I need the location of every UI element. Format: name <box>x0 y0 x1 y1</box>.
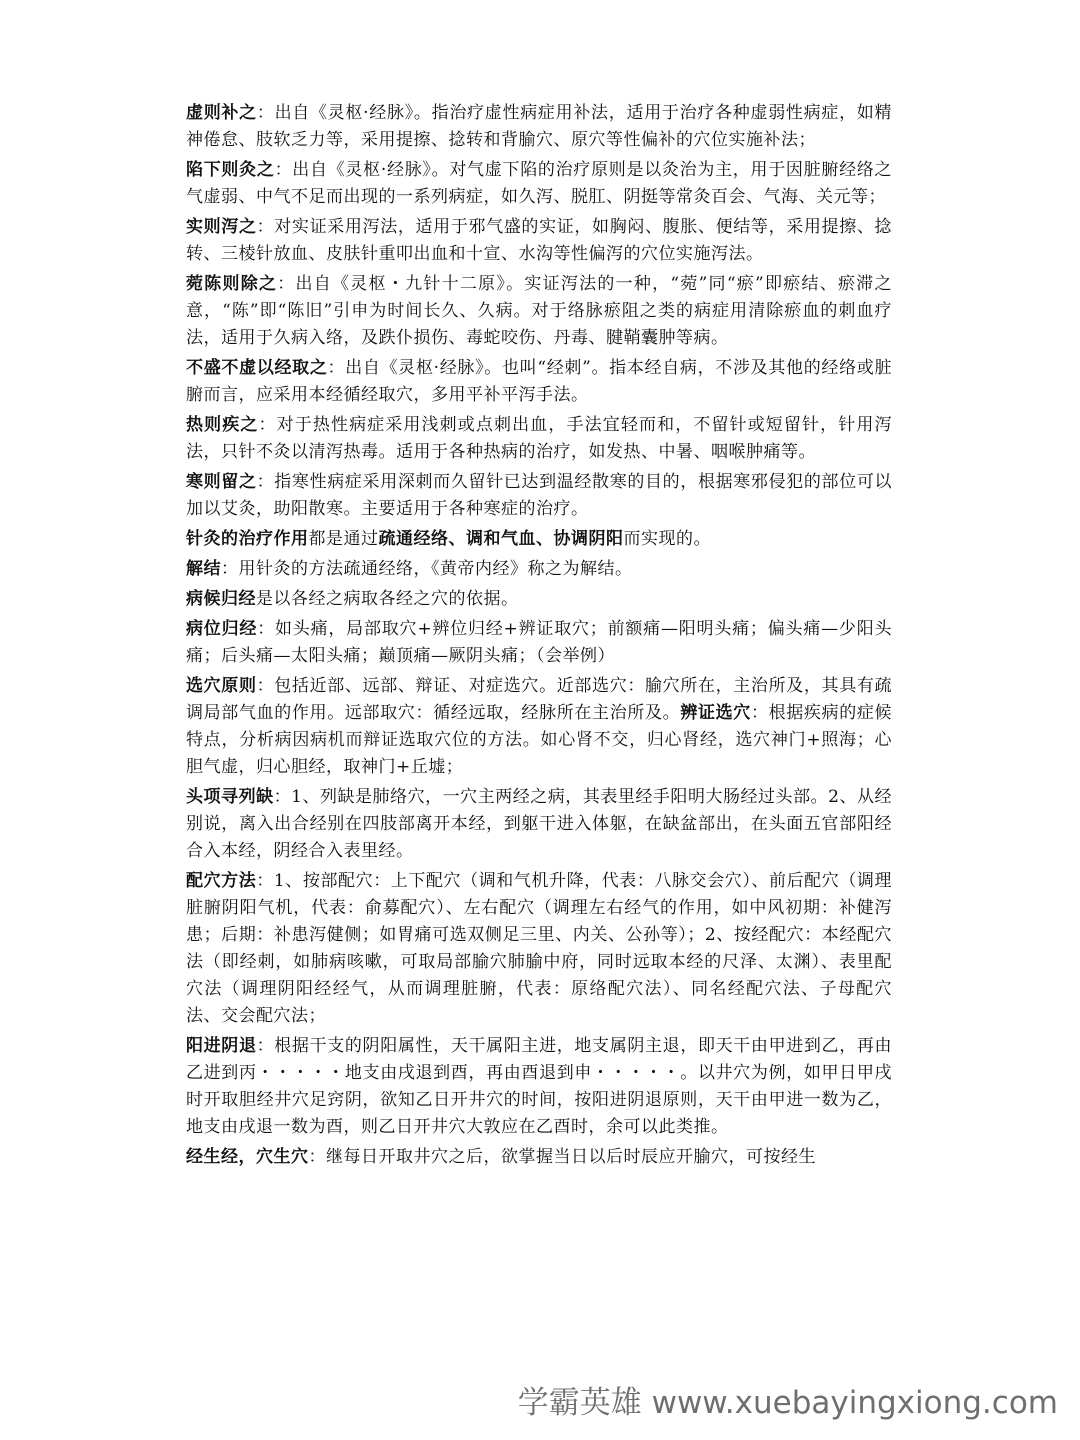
entry-term: 病位归经 <box>186 619 258 639</box>
entry-text: ：如头痛，局部取穴+辨位归经+辨证取穴；前额痛—阳明头痛；偏头痛—少阳头痛；后头痛—太阳头痛；巅顶痛—厥阴头痛；（会举例） <box>186 619 892 666</box>
entry-tou-xiang-xun-lie-que <box>186 784 892 865</box>
entry-text: ：1、按部配穴：上下配穴（调和气机升降，代表：八脉交会穴）、前后配穴（调理脏腑阴阳气机，代表：俞募配穴）、左右配穴（调理左右经气的作用，如中风初期：补健泻患；后期：补患泻健侧；如胃痛可选双侧足三里、内关、公孙等）；2、按经配穴：本经配穴法（即经刺，如肺病咳嗽，可取局部腧穴肺腧中府，同时远取本经的尺泽、太渊）、表里配穴法（调理阴阳经经气，从而调理脏腑，代表：原络配穴法）、同名经配穴法、子母配穴法、交会配穴法； <box>186 871 892 1026</box>
entry-text: ：1、列缺是肺络穴，一穴主两经之病，其表里经手阳明大肠经过头部。2、从经别说，离入出合经别在四肢部离开本经，到躯干进入体躯，在缺盆部出，在头面五官部阳经合入本经，阴经合入表里经。 <box>186 787 892 861</box>
entry-text: ：根据干支的阴阳属性，天干属阳主进，地支属阴主退，即天干由甲进到乙，再由乙进到丙・・・・・地支由戌退到酉，再由酉退到申・・・・・。以井穴为例，如甲日甲戌时开取胆经井穴足窍阴，欲知乙日开井穴的时间，按阳进阴退原则，天干由甲进一数为乙，地支由戌退一数为酉，则乙日开井穴大敦应在乙酉时，余可以此类推。 <box>186 1036 893 1137</box>
entry-term: 病候归经 <box>186 589 256 609</box>
entry-jing-sheng-jing <box>186 1144 892 1171</box>
entry-text: ：出自《灵枢・九针十二原》。实证泻法的一种，“菀”同“瘀”即瘀结、瘀滞之意，“陈”即“陈旧”引申为时间长久、久病。对于络脉瘀阻之类的病症用清除瘀血的刺血疗法，适用于久病入络，及跌仆损伤、毒蛇咬伤、丹毒、腱鞘囊肿等病。 <box>186 274 892 348</box>
entry-term: 虚则补之 <box>186 103 257 123</box>
site-watermark: 学霸英雄 www.xuebayingxiong.com <box>517 1385 1058 1421</box>
entry-emphasis: 疏通经络、调和气血、协调阴阳 <box>378 529 624 549</box>
entry-emphasis: 辨证选穴 <box>680 703 751 723</box>
entry-text: ：出自《灵枢·经脉》。也叫“经刺”。指本经自病，不涉及其他的经络或脏腑而言，应采用本经循经取穴，多用平补平泻手法。 <box>186 358 892 405</box>
entry-text: 是以各经之病取各经之穴的依据。 <box>256 589 519 609</box>
entry-term: 选穴原则 <box>186 676 257 696</box>
entry-bu-sheng-bu-xu <box>186 355 892 409</box>
entry-term: 头项寻列缺 <box>186 787 274 807</box>
entry-text: ：包括近部、远部、辩证、对症选穴。近部选穴：腧穴所在，主治所及，其具有疏调局部气血的作用。远部取穴：循经远取，经脉所在主治所及。 <box>186 676 893 723</box>
entry-term: 经生经，穴生穴 <box>186 1147 309 1167</box>
entry-re-ze-ji-zhi <box>186 412 892 466</box>
entry-bing-hou-gui-jing <box>186 586 892 613</box>
entry-text: ：用针灸的方法疏通经络，《黄帝内经》称之为解结。 <box>221 559 633 579</box>
entry-han-ze-liu-zhi <box>186 469 892 523</box>
entry-zhen-jiu-zuo-yong <box>186 526 892 553</box>
entry-term: 寒则留之 <box>186 472 257 492</box>
entry-term: 针灸的治疗作用 <box>186 529 309 549</box>
entry-bing-wei-gui-jing <box>186 616 892 670</box>
entry-xian-xia-ze-jiu-zhi <box>186 157 892 211</box>
entry-term: 解结 <box>186 559 221 579</box>
entry-term: 实则泻之 <box>186 217 257 237</box>
entry-text: ：继每日开取井穴之后，欲掌握当日以后时辰应开腧穴，可按经生 <box>308 1147 816 1167</box>
entry-text-tail: ：根据疾病的症候特点，分析病因病机而辩证选取穴位的方法。如心肾不交，归心肾经，选穴神门+照海；心胆气虚，归心胆经，取神门+丘墟； <box>186 703 893 777</box>
entry-term: 陷下则灸之 <box>186 160 275 180</box>
entry-text: ：对实证采用泻法，适用于邪气盛的实证，如胸闷、腹胀、便结等，采用提擦、捻转、三棱针放血、皮肤针重叩出血和十宣、水沟等性偏泻的穴位实施泻法。 <box>186 217 893 264</box>
entry-text: ：出自《灵枢·经脉》。对气虚下陷的治疗原则是以灸治为主，用于因脏腑经络之气虚弱、中气不足而出现的一系列病症，如久泻、脱肛、阴挺等常灸百会、气海、关元等； <box>186 160 892 207</box>
entry-jie-jie <box>186 556 892 583</box>
document-body <box>186 100 892 1174</box>
entry-term: 菀陈则除之 <box>186 274 278 294</box>
entry-pei-xue-fang-fa <box>186 868 892 1030</box>
entry-term: 配穴方法 <box>186 871 257 891</box>
entry-term: 热则疾之 <box>186 415 259 435</box>
entry-term: 不盛不虚以经取之 <box>186 358 328 378</box>
entry-text: ：出自《灵枢·经脉》。指治疗虚性病症用补法，适用于治疗各种虚弱性病症，如精神倦怠、肢软乏力等，采用提擦、捻转和背腧穴、原穴等性偏补的穴位实施补法； <box>186 103 892 150</box>
entry-shi-ze-xie-zhi <box>186 214 892 268</box>
entry-term: 阳进阴退 <box>186 1036 257 1056</box>
entry-xuan-xue-yuan-ze <box>186 673 892 781</box>
entry-text: ：对于热性病症采用浅刺或点刺出血，手法宜轻而和，不留针或短留针，针用泻法，只针不灸以清泻热毒。适用于各种热病的治疗，如发热、中暑、咽喉肿痛等。 <box>186 415 893 462</box>
entry-yu-chen-ze-chu-zhi <box>186 271 892 352</box>
entry-text-tail: 而实现的。 <box>623 529 711 549</box>
entry-text: ：指寒性病症采用深刺而久留针已达到温经散寒的目的，根据寒邪侵犯的部位可以加以艾灸，助阳散寒。主要适用于各种寒症的治疗。 <box>186 472 893 519</box>
entry-xu-ze-bu-zhi <box>186 100 892 154</box>
entry-text: 都是通过 <box>308 529 379 549</box>
entry-yang-jin-yin-tui <box>186 1033 892 1141</box>
